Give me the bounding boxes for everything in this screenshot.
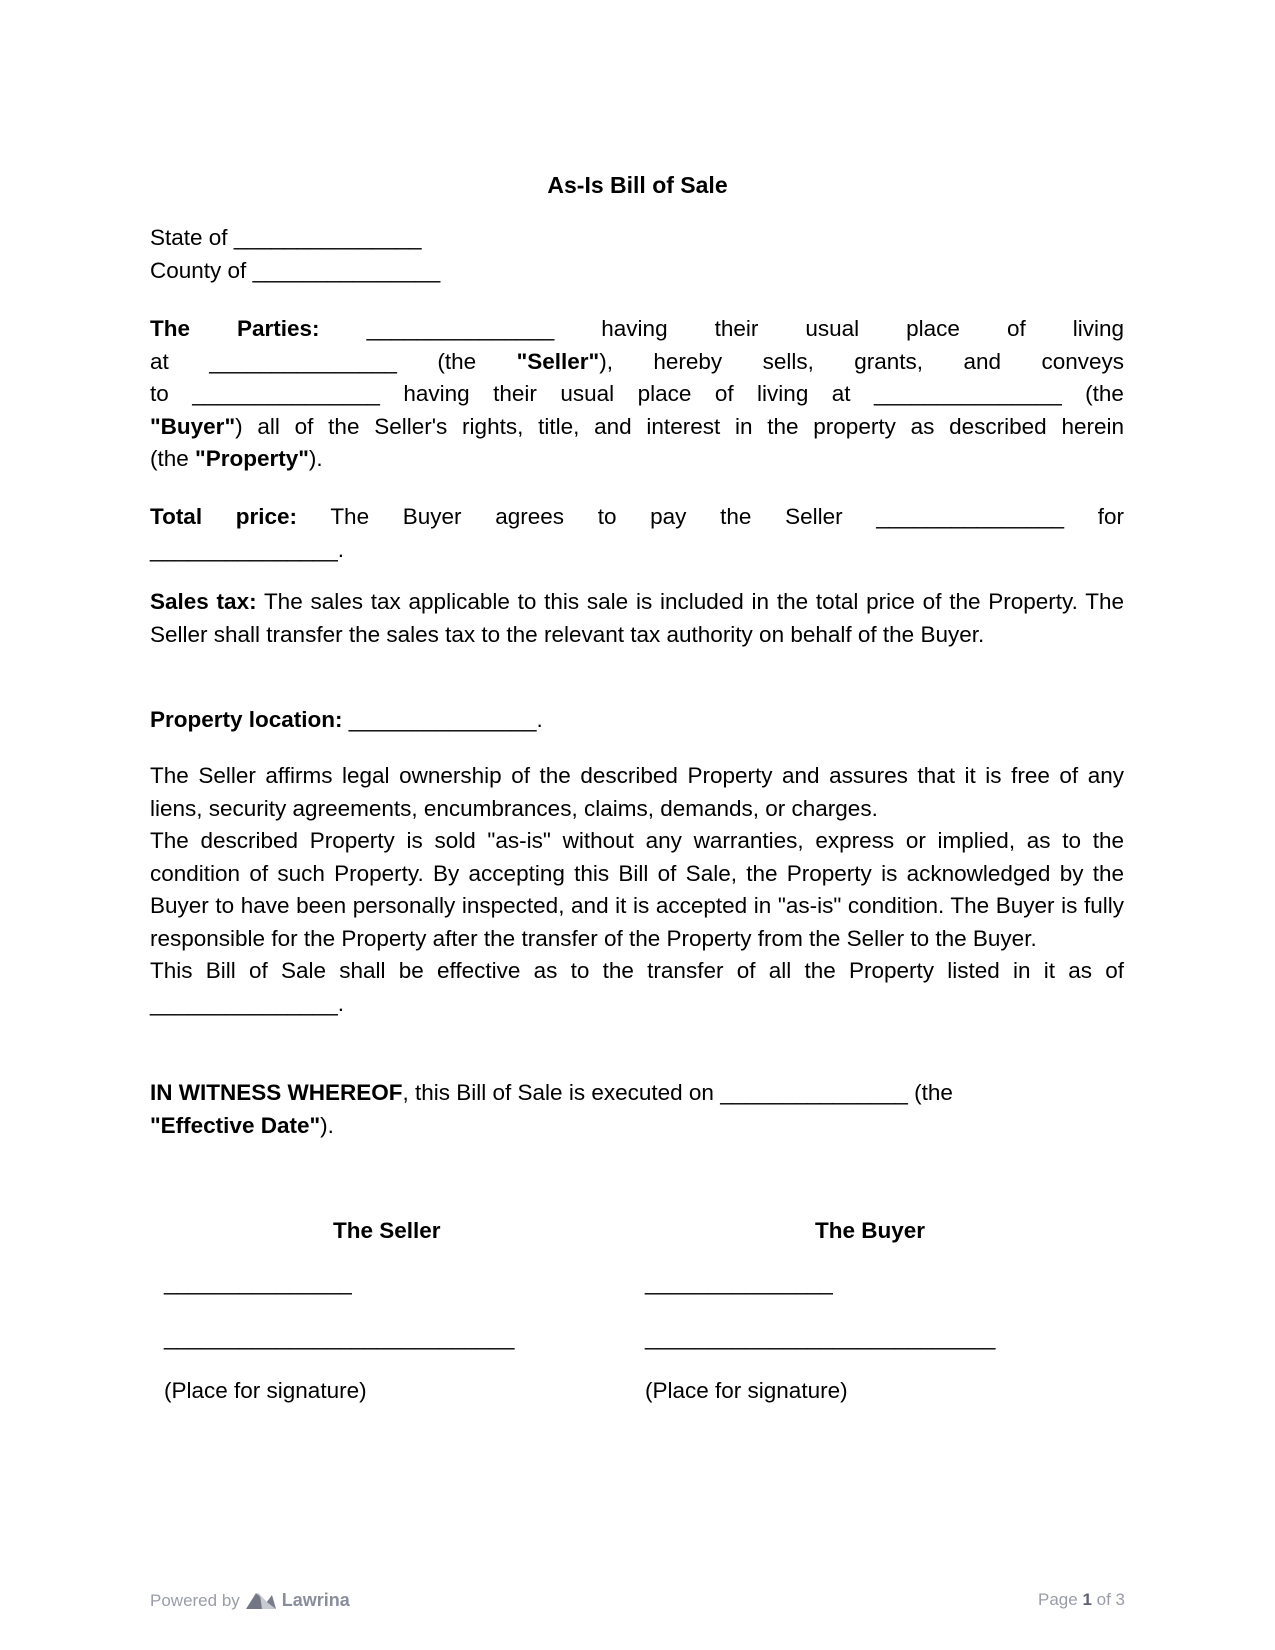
buyer-signature-line[interactable]: ____________________________ (645, 1325, 996, 1350)
effective-as-of-blank[interactable]: _______________ (150, 990, 338, 1016)
buyer-term: "Buyer" (150, 413, 236, 439)
parties-line-2 (150, 346, 1124, 379)
parties-line-5 (150, 443, 1124, 476)
property-location-text: . (536, 707, 543, 732)
seller-term: "Seller" (516, 348, 600, 374)
county-blank[interactable]: _______________ (252, 257, 441, 283)
jurisdiction-block (150, 222, 1124, 287)
state-label: State of (150, 225, 228, 250)
parties-line-1 (150, 313, 1124, 346)
ownership-affirmation: The Seller affirms legal ownership of the described Property and assures that it is free of any liens, security agreements, encumbrances, claims, demands, or charges. (150, 763, 1124, 821)
witness-line-2 (150, 1110, 1124, 1143)
buyer-signature-label: (Place for signature) (645, 1378, 848, 1403)
property-term: "Property" (195, 446, 309, 471)
total-price-text: The Buyer agrees to pay the Seller (330, 504, 843, 529)
parties-line-3 (150, 378, 1124, 411)
witness-label: IN WITNESS WHEREOF (150, 1080, 403, 1105)
total-price-text: . (337, 536, 344, 562)
buyer-name-blank[interactable]: _______________ (192, 381, 380, 406)
state-blank[interactable]: _______________ (233, 225, 422, 250)
lawrina-logo-icon (246, 1591, 276, 1611)
effective-clause-text: . (337, 990, 344, 1016)
effective-clause-text: This Bill of Sale shall be effective as to the transfer of all the Property listed in it as of (150, 958, 1124, 983)
seller-signature-label: (Place for signature) (164, 1378, 367, 1403)
property-location-blank[interactable]: _______________ (348, 707, 537, 732)
seller-name-blank[interactable]: _______________ (366, 316, 555, 341)
total-price-paragraph (150, 501, 1124, 566)
as-is-clause: The described Property is sold "as-is" without any warranties, express or implied, as to the condition of such Property. By accepting this Bill of Sale, the Property is acknowledged by the Buyer to have been personally inspected, and it is accepted in "as-is" condition. The Buyer is fully responsible for the Property after the transfer of the Property from the Seller to the Buyer. (150, 828, 1124, 951)
parties-paragraph (150, 313, 1124, 476)
parties-text: ) all of the Seller's rights, title, and interest in the property as described herein (235, 413, 1124, 439)
total-price-label: Total price: (150, 504, 298, 529)
buyer-address-blank[interactable]: _______________ (874, 381, 1062, 406)
county-line (150, 255, 1124, 288)
total-price-line-1 (150, 501, 1124, 534)
county-label: County of (150, 257, 247, 283)
parties-text: (the (1085, 381, 1124, 406)
property-location-label: Property location: (150, 707, 343, 732)
witness-line-1 (150, 1077, 1124, 1110)
powered-by (150, 1590, 350, 1611)
sales-tax-text-block (150, 586, 1124, 651)
page-word: Page (1038, 1590, 1078, 1609)
parties-text: (the (150, 446, 196, 471)
page-total: of 3 (1096, 1590, 1125, 1609)
seller-heading: The Seller (333, 1218, 441, 1243)
witness-text: ). (320, 1112, 334, 1138)
property-location-paragraph (150, 704, 1124, 737)
parties-text: at (150, 348, 169, 374)
parties-text: having their usual place of living (601, 316, 1124, 341)
witness-text: (the (914, 1080, 953, 1105)
seller-name-line[interactable]: _______________ (164, 1270, 352, 1295)
parties-text: ). (308, 446, 323, 471)
sales-tax-text: The sales tax applicable to this sale is included in the total price of the Property. The Seller shall transfer the sales tax to the relevant tax authority on behalf of the Buyer. (150, 589, 1124, 647)
document-title: As-Is Bill of Sale (547, 172, 728, 198)
parties-label: The Parties: (150, 316, 320, 341)
property-location-line (150, 704, 1124, 737)
seller-address-blank[interactable]: _______________ (209, 348, 397, 374)
buyer-heading: The Buyer (815, 1218, 926, 1243)
witness-paragraph (150, 1077, 1124, 1142)
buyer-name-line[interactable]: _______________ (645, 1270, 833, 1295)
goods-blank[interactable]: _______________ (150, 536, 338, 562)
parties-text: (the (437, 348, 477, 374)
parties-line-4 (150, 411, 1124, 444)
parties-text: having their usual place of living at (403, 381, 851, 406)
effective-clause (150, 955, 1124, 1020)
total-price-line-2 (150, 534, 1124, 567)
sales-tax-paragraph (150, 586, 1124, 651)
sales-tax-label: Sales tax: (150, 589, 257, 614)
current-page-number: 1 (1082, 1590, 1092, 1609)
parties-text: ), hereby sells, grants, and conveys (599, 348, 1124, 374)
state-line (150, 222, 1124, 255)
price-blank[interactable]: _______________ (876, 504, 1064, 529)
lawrina-brand: Lawrina (281, 1590, 350, 1610)
seller-signature-line[interactable]: ____________________________ (164, 1325, 515, 1350)
page-indicator (1038, 1590, 1125, 1610)
total-price-text: for (1097, 504, 1124, 529)
effective-date-term: "Effective Date" (150, 1112, 321, 1138)
parties-text: to (150, 381, 169, 406)
witness-text: , this Bill of Sale is executed on (402, 1080, 714, 1105)
powered-by-text: Powered by (150, 1590, 240, 1610)
execution-date-blank[interactable]: _______________ (720, 1080, 908, 1105)
affirmations-paragraph (150, 760, 1124, 1020)
